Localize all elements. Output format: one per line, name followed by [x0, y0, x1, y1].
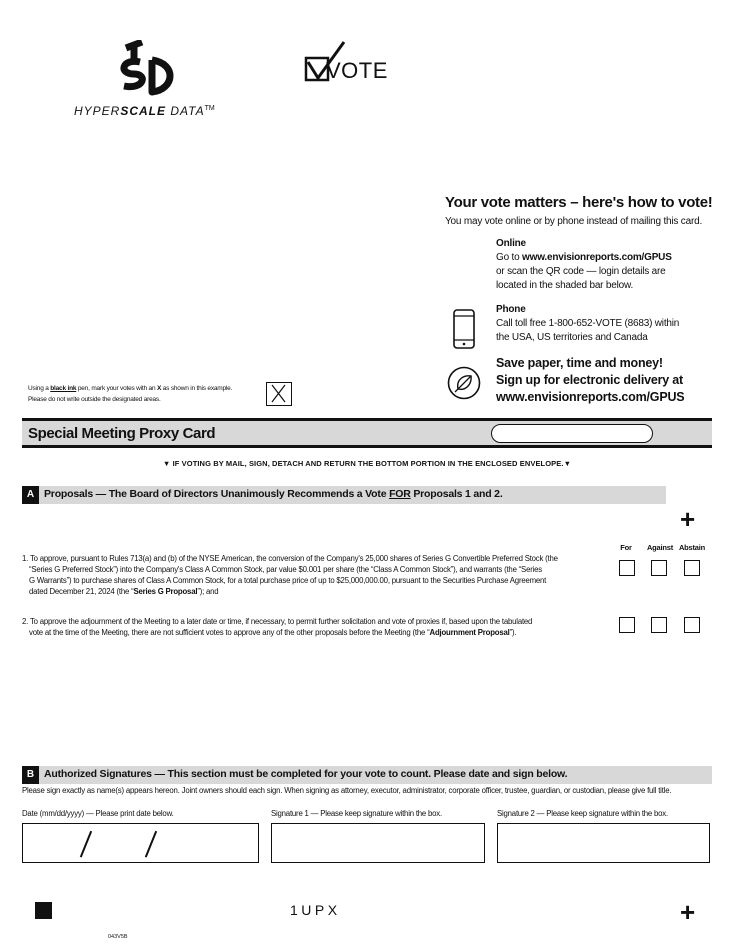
example-mark-box	[266, 382, 292, 406]
marking-instructions: Using a black ink pen, mark your votes with an X as shown in this example. Please do not write outside the designated areas.	[28, 385, 233, 403]
electronic-delivery-promo: Save paper, time and money! Sign up for electronic delivery at www.envisionreports.com/GPUS	[496, 355, 721, 406]
proposal-2-against-checkbox[interactable]	[651, 617, 667, 633]
mobile-phone-icon	[453, 309, 475, 349]
phone-heading: Phone	[496, 304, 526, 315]
signature-instructions: Please sign exactly as name(s) appears hereon. Joint owners should each sign. When signing as attorney, executor, administrator, corporate officer, trustee, guardian, or custodian, please give full title.	[22, 786, 672, 795]
date-label: Date (mm/dd/yyyy) — Please print date below.	[22, 809, 174, 818]
proposal-1: 1. To approve, pursuant to Rules 713(a) and (b) of the NYSE American, the conversion of the Company's 25,000 shares of Series G Convertible Preferred Stock (the “Series G Preferred Stock”) into the Company's Class A Common Stock, par value $0.001 per share (the “Class A Common Stock”), and warrants (the “Series G Warrants”) to purchase shares of Class A Common Stock, for a total purchase price of up to $25,000,000.00, pursuant to the Securities Purchase Agreement dated December 21, 2024 (the “Series G Proposal”); and	[22, 554, 558, 596]
example-x-icon	[267, 383, 290, 404]
proposal-2: 2. To approve the adjournment of the Meeting to a later date or time, if necessary, to permit further solicitation and vote of proxies if, based upon the tabulated vote at the time of the Meeting, there are not sufficient votes to approve any of the other proposals before the Meeting (the “Adjournment Proposal”).	[22, 617, 533, 637]
proposal-1-abstain-checkbox[interactable]	[684, 560, 700, 576]
section-a-letter: A	[22, 486, 39, 504]
signature-2-label: Signature 2 — Please keep signature within the box.	[497, 809, 668, 818]
column-abstain: Abstain	[678, 543, 706, 552]
brand-name: HYPERSCALE DATA™	[74, 104, 215, 118]
signature-2-box[interactable]	[497, 823, 710, 863]
vote-logo-text: VOTE	[326, 58, 388, 83]
section-a-header	[22, 486, 666, 504]
registration-plus-mark-bottom: +	[680, 897, 696, 927]
column-for: For	[620, 543, 632, 552]
signature-1-box[interactable]	[271, 823, 485, 863]
section-b-title: Authorized Signatures — This section must be completed for your vote to count. Please date and sign below.	[44, 768, 568, 780]
proposal-2-for-checkbox[interactable]	[619, 617, 635, 633]
phone-option: Phone Call toll free 1-800-652-VOTE (8683) within the USA, US territories and Canada	[496, 303, 711, 345]
registration-square-mark	[35, 902, 52, 919]
hyperscale-data-logo	[112, 40, 184, 100]
section-b-letter: B	[22, 766, 39, 784]
login-details-field	[491, 424, 653, 443]
detach-instruction: ▼ IF VOTING BY MAIL, SIGN, DETACH AND RETURN THE BOTTOM PORTION IN THE ENCLOSED ENVELOPE.▼	[162, 459, 572, 468]
online-heading: Online	[496, 238, 526, 249]
phone-number-text: Call toll free 1-800-652-VOTE (8683) within	[496, 318, 680, 329]
section-a-title: Proposals — The Board of Directors Unanimously Recommends a Vote FOR Proposals 1 and 2.	[44, 488, 503, 500]
form-small-code: 043V5B	[108, 934, 128, 940]
leaf-no-paper-icon	[447, 366, 481, 400]
proxy-card-title: Special Meeting Proxy Card	[28, 425, 216, 442]
section-b-header	[22, 766, 712, 784]
form-code: 1UPX	[290, 902, 341, 918]
online-url[interactable]: www.envisionreports.com/GPUS	[522, 252, 672, 263]
vote-matters-title: Your vote matters – here's how to vote!	[445, 194, 713, 211]
signature-1-label: Signature 1 — Please keep signature within the box.	[271, 809, 442, 818]
proposal-2-abstain-checkbox[interactable]	[684, 617, 700, 633]
proposal-1-for-checkbox[interactable]	[619, 560, 635, 576]
electronic-delivery-url[interactable]: www.envisionreports.com/GPUS	[496, 390, 685, 404]
vote-matters-subtitle: You may vote online or by phone instead of mailing this card.	[445, 216, 703, 227]
online-option: Online Go to www.envisionreports.com/GPUS or scan the QR code — login details are located in the shaded bar below.	[496, 237, 711, 293]
registration-plus-mark: +	[680, 504, 696, 534]
date-input-box[interactable]	[22, 823, 259, 863]
proposal-1-against-checkbox[interactable]	[651, 560, 667, 576]
column-against: Against	[646, 543, 674, 552]
